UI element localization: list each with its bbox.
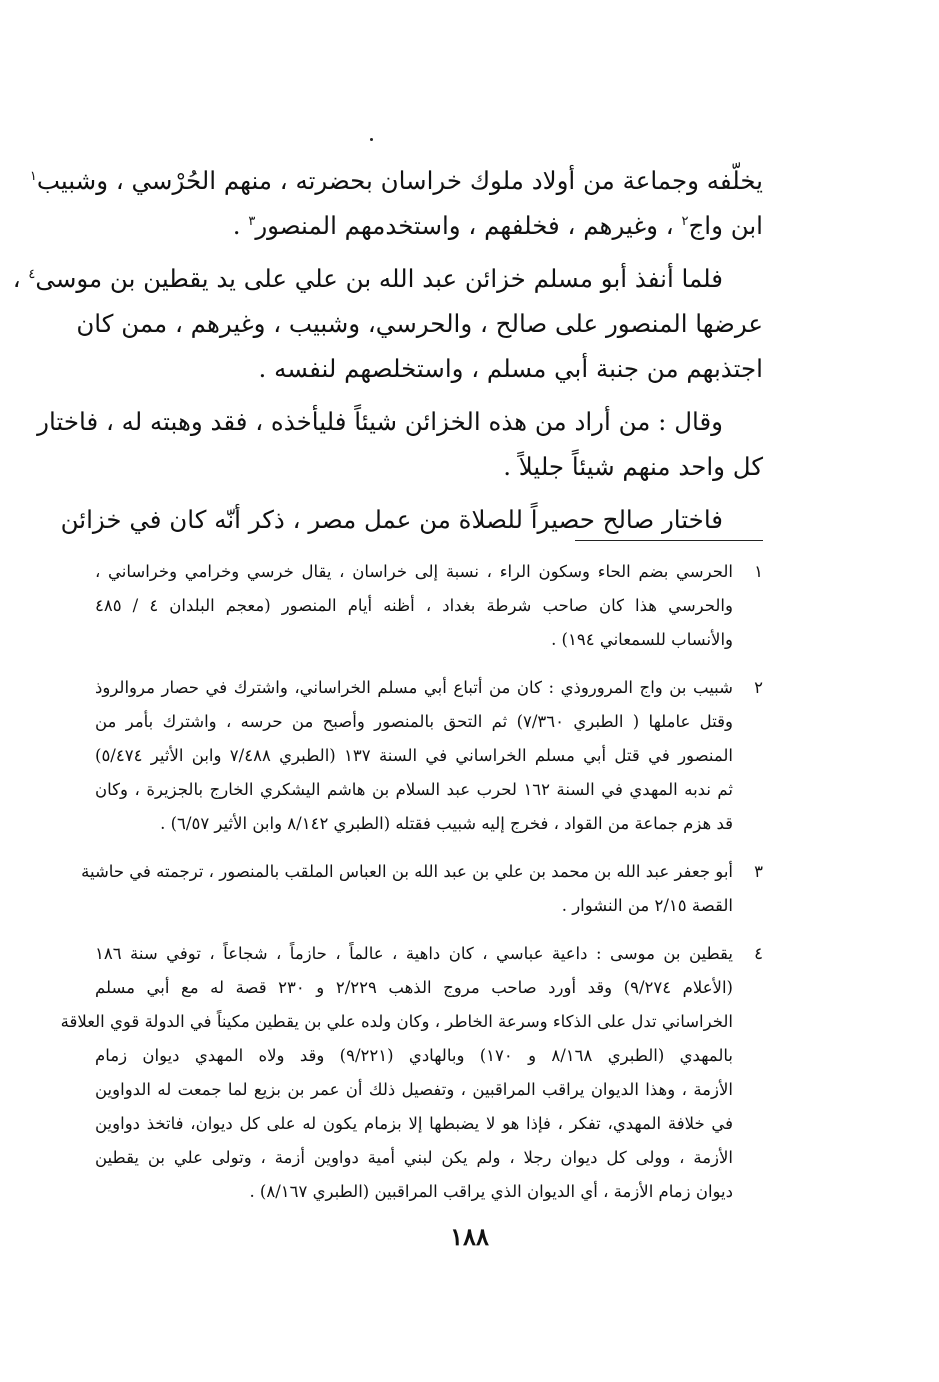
footnote-line: والحرسي هذا كان صاحب شرطة بغداد ، أظنه أيام المنصور (معجم البلدان ٤ / ٤٨٥ (95, 596, 733, 615)
footnote-separator (575, 540, 763, 541)
footnote-number: ٢ (754, 678, 763, 697)
footnote-line: ديوان زمام الأزمة ، أي الديوان الذي يراقب المراقبين (الطبري ٨/١٦٧) . (249, 1182, 733, 1201)
main-line: وقال : من أراد من هذه الخزائن شيئاً فليأخذه ، فقد وهبته له ، فاختار (37, 407, 723, 436)
footnote-ref: ٣ (248, 213, 256, 229)
footnote (81, 855, 763, 923)
footnote-line: (الأعلام ٩/٢٧٤) وقد أورد صاحب مروج الذهب ٢/٢٢٩ و ٢٣٠ قصة له مع أبي مسلم (95, 978, 733, 997)
main-line: عرضها المنصور على صالح ، والحرسي، وشبيب ، وغيرهم ، ممن كان (76, 309, 763, 338)
footnote-line: القصة ٢/١٥ من النشوار . (561, 896, 733, 915)
footnote-line: الأزمة ، وولى كل ديوان رجلا ، ولم يكن لبني أمية دواوين أزمة ، وتولى علي بن يقطين (95, 1148, 733, 1167)
main-line: اجتذبهم من جنبة أبي مسلم ، واستخلصهم لنفسه . (258, 354, 763, 383)
footnote-line: وقتل عاملها ( الطبري ٧/٣٦٠) ثم التحق بالمنصور وأصبح من حرسه ، واشترك بأمر من (95, 712, 733, 731)
ink-speck (370, 138, 373, 141)
footnote-number: ٤ (754, 944, 763, 963)
main-line: ابن واج$^٢$ ، وغيرهم ، فخلفهم ، واستخدمهم المنصور$^٣$ . (232, 211, 763, 240)
footnote-ref: ١ (29, 168, 37, 184)
page-number: ١٨٨ (450, 1222, 489, 1251)
footnote-line: الأزمة ، وهذا الديوان يراقب المراقبين ، وتفصيل ذلك أن عمر بن بزيع لما جمعت له الدواوين (95, 1080, 733, 1099)
footnote-ref: ٤ (28, 266, 36, 282)
footnote-line: المنصور في قتل أبي مسلم الخراساني في السنة ١٣٧ (الطبري ٧/٤٨٨ وابن الأثير ٥/٤٧٤) (95, 746, 734, 765)
footnote-line: يقطين بن موسى : داعية عباسي ، كان داهية ، عالماً ، حازماً ، شجاعاً ، توفي سنة ١٨٦ (95, 944, 733, 963)
main-line: كل واحد منهم شيئاً جليلاً . (503, 452, 763, 481)
footnote (60, 937, 763, 1209)
main-line: فاختار صالح حصيراً للصلاة من عمل مصر ، ذكر أنّه كان في خزائن (60, 505, 723, 534)
footnote-line: أبو جعفر عبد الله بن محمد بن علي بن عبد الله بن العباس الملقب بالمنصور ، ترجمته في حاشية (81, 862, 733, 881)
main-line: فلما أنفذ أبو مسلم خزائن عبد الله بن علي على يد يقطين بن موسى$^٤$ ، (12, 264, 723, 293)
footnote-line: والأنساب للسمعاني ١٩٤) . (551, 630, 733, 649)
footnote-line: الحرسي بضم الحاء وسكون الراء ، نسبة إلى خراسان ، يقال خرسي وخرامي وخراساني ، (95, 562, 733, 581)
footnote-line: قد هزم جماعة من القواد ، فخرج إليه شبيب فقتله (الطبري ٨/١٤٢ وابن الأثير ٦/٥٧) . (160, 814, 733, 833)
footnote-ref: ٢ (681, 213, 689, 229)
footnote-number: ٣ (754, 862, 763, 881)
main-line: يخلّفه وجماعة من أولاد ملوك خراسان بحضرته ، منهم الحُرْسي ، وشبيب$^١$ (29, 166, 763, 195)
footnote (95, 555, 763, 657)
main-text (12, 158, 763, 542)
footnote-number: ١ (754, 562, 763, 581)
footnote-line: الخراساني تدل على الذكاء وسرعة الخاطر ، وكان ولده علي بن يقطين مكيناً في الدولة قوي العلاقة (60, 1012, 733, 1031)
footnote-line: ثم ندبه المهدي في السنة ١٦٢ لحرب عبد السلام بن هاشم اليشكري الخارج بالجزيرة ، وكان (95, 780, 734, 799)
footnotes (60, 555, 763, 1223)
footnote-line: بالمهدي (الطبري ٨/١٦٨ و ١٧٠) وبالهادي (٩/٢٢١) وقد ولاه المهدي ديوان زمام (95, 1046, 733, 1065)
footnote-line: شبيب بن واج المروروذي : كان من أتباع أبي مسلم الخراساني، واشترك في حصار مروالروذ (95, 678, 733, 697)
footnote-line: في خلافة المهدي، تفكر ، فإذا هو لا يضبطها إلا بزمام يكون له على كل ديوان، فاتخذ دواوين (95, 1114, 733, 1133)
footnote (95, 671, 763, 841)
